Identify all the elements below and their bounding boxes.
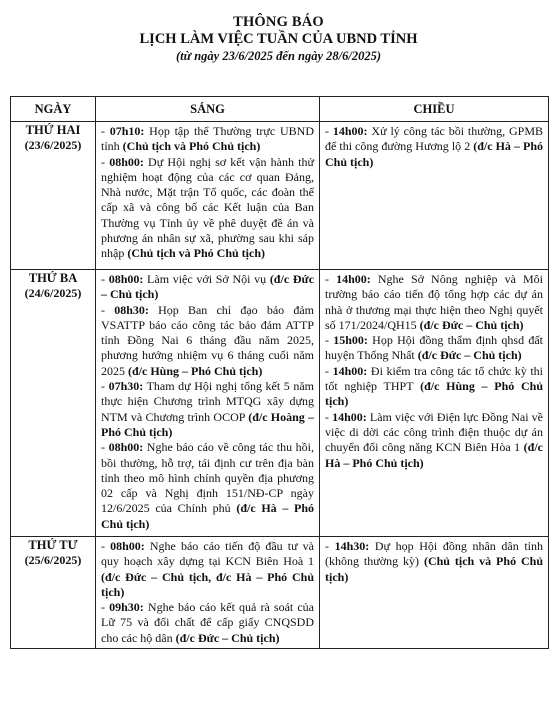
- item-time: 08h30:: [114, 302, 149, 317]
- item-attendee: (đ/c Đức – Chủ tịch, đ/c Hà – Phó Chủ tịch): [101, 569, 314, 599]
- bullet-dash: -: [101, 600, 110, 615]
- bullet-dash: -: [101, 272, 109, 286]
- item-text: Nghe báo cáo kết quả rà soát của Lữ 75 và đối chất để cấp giấy CNQSDD cho các hộ dân: [101, 600, 315, 645]
- item-attendee: (đ/c Hà – Phó Chủ tịch): [101, 501, 314, 531]
- morning-cell: [96, 537, 320, 649]
- column-header-morning: SÁNG: [96, 97, 320, 122]
- bullet-dash: -: [101, 302, 115, 317]
- item-attendee: (đ/c Đức – Chủ tịch): [417, 348, 522, 363]
- schedule-item: [325, 539, 543, 585]
- schedule-item: [101, 379, 314, 440]
- schedule-item: [101, 303, 314, 379]
- morning-cell: [96, 122, 320, 270]
- item-text: Họp Hội đồng thẩm định qhsd đất huyện Thống Nhất: [325, 333, 543, 363]
- bullet-dash: -: [325, 363, 333, 378]
- afternoon-cell: [320, 270, 549, 537]
- schedule-item: [101, 124, 314, 155]
- item-attendee: (đ/c Hoàng – Phó Chủ tịch): [101, 409, 315, 439]
- item-attendee: (đ/c Hùng – Phó Chủ tịch): [128, 363, 263, 378]
- day-cell: [11, 122, 96, 270]
- day-date: (23/6/2025): [24, 138, 82, 152]
- table-row: [11, 270, 549, 537]
- schedule-table: [10, 96, 549, 649]
- item-time: 14h30:: [334, 539, 370, 553]
- item-time: 09h30:: [109, 600, 144, 615]
- item-text: Dự họp Hội đồng nhân dân tỉnh (không thường kỳ): [325, 539, 544, 569]
- day-date: (24/6/2025): [24, 286, 82, 300]
- item-time: 08h00:: [108, 272, 144, 286]
- bullet-dash: -: [325, 124, 333, 138]
- item-text: Nghe Sở Nông nghiệp và Môi trường báo cáo tiến độ tổng hợp các dự án nhà ở thương mại thực hiện theo Nghị quyết số 171/2024/QH15: [325, 272, 543, 332]
- schedule-item: [101, 272, 314, 303]
- item-time: 07h10:: [109, 124, 145, 138]
- item-time: 08h00:: [110, 539, 145, 553]
- day-name: THỨ BA: [28, 271, 78, 285]
- bullet-dash: -: [325, 539, 335, 553]
- item-attendee: (đ/c Hà – Phó Chủ tịch): [325, 139, 543, 169]
- column-header-afternoon: CHIỀU: [320, 97, 549, 122]
- schedule-item: [325, 410, 543, 471]
- table-row: [11, 537, 549, 649]
- day-date: (25/6/2025): [24, 553, 82, 567]
- item-text: Đi kiểm tra công tác tổ chức kỳ thi tốt nghiệp THPT: [325, 363, 544, 394]
- item-time: 08h00:: [108, 440, 144, 455]
- schedule-subtitle: LỊCH LÀM VIỆC TUẦN CỦA UBND TỈNH: [139, 31, 418, 47]
- bullet-dash: -: [101, 154, 110, 169]
- item-time: 14h00:: [336, 272, 371, 286]
- bullet-dash: -: [325, 333, 334, 348]
- schedule-item: [325, 364, 543, 410]
- schedule-item: [101, 155, 314, 262]
- day-name: THỨ TƯ: [28, 538, 78, 552]
- item-attendee: (Chủ tịch và Phó Chủ tịch): [127, 246, 266, 261]
- schedule-item: [325, 333, 543, 364]
- item-attendee: (đ/c Đức – Chủ tịch): [175, 630, 280, 645]
- table-row: [11, 122, 549, 270]
- item-text: Tham dự Hội nghị tổng kết 5 năm thực hiện Chương trình MTQG xây dựng NTM và Chương trình OCOP: [101, 379, 315, 424]
- schedule-item: [101, 539, 314, 600]
- date-range: (từ ngày 23/6/2025 đến ngày 28/6/2025): [175, 49, 382, 63]
- table-header-row: [11, 97, 549, 122]
- item-attendee: (đ/c Hùng – Phó Chủ tịch): [325, 379, 544, 409]
- notice-title: THÔNG BÁO: [233, 14, 324, 30]
- item-attendee: (đ/c Hà – Phó Chủ tịch): [325, 440, 544, 470]
- document-header: [0, 0, 557, 64]
- schedule-item: [325, 124, 543, 170]
- bullet-dash: -: [325, 272, 337, 286]
- item-attendee: (đ/c Đức – Chủ tịch): [101, 272, 315, 302]
- item-time: 14h00:: [332, 409, 367, 424]
- bullet-dash: -: [101, 539, 111, 553]
- schedule-item: [101, 440, 314, 532]
- item-attendee: (Chủ tịch và Phó Chủ tịch): [325, 554, 543, 584]
- bullet-dash: -: [101, 379, 109, 394]
- afternoon-cell: [320, 537, 549, 649]
- bullet-dash: -: [101, 124, 110, 138]
- afternoon-cell: [320, 122, 549, 270]
- day-cell: [11, 537, 96, 649]
- item-text: Dự Hội nghị sơ kết vận hành thử nghiệm hoạt động của các cơ quan Đảng, Nhà nước, Mặt trận Tổ quốc, các đoàn thể cấp xã và công bố các Kết luận của Ban Thường vụ Tỉnh ủy về phê duyệt đề án và phương án nhân sự xã, phường sau khi sáp nhập: [101, 154, 315, 261]
- morning-cell: [96, 270, 320, 537]
- schedule-item: [101, 600, 314, 646]
- bullet-dash: -: [101, 440, 109, 455]
- item-text: Làm việc với Điện lực Đồng Nai về việc di dời các công trình điện thuộc dự án chuyển đổi công năng KCN Biên Hòa 1: [325, 409, 544, 455]
- day-name: THỨ HAI: [25, 123, 81, 137]
- column-header-day: NGÀY: [11, 97, 96, 122]
- item-text: Họp tập thể Thường trực UBND tỉnh: [101, 124, 314, 154]
- item-text: Họp Ban chỉ đạo bảo đảm VSATTP báo cáo công tác bảo đảm ATTP tỉnh Đồng Nai 6 tháng đầu năm 2025, phương hướng nhiệm vụ 6 tháng cuối năm 2025: [101, 302, 315, 378]
- item-time: 15h00:: [333, 333, 368, 348]
- item-text: Xử lý công tác bồi thường, GPMB để thi công đường Hương lộ 2: [325, 124, 543, 154]
- item-time: 14h00:: [332, 124, 368, 138]
- item-text: Nghe báo cáo về công tác thu hồi, bồi thường, hỗ trợ, tái định cư trên địa bàn tỉnh theo mô hình chính quyền địa phương 02 cấp và Nghị định 151/NĐ-CP ngày 12/6/2025 của Chính phủ: [101, 440, 314, 516]
- item-attendee: (Chủ tịch và Phó Chủ tịch): [122, 139, 261, 154]
- item-attendee: (đ/c Đức – Chủ tịch): [419, 317, 524, 332]
- schedule-item: [325, 272, 543, 333]
- item-time: 14h00:: [332, 363, 368, 378]
- item-time: 07h30:: [108, 379, 144, 394]
- item-text: Làm việc với Sở Nội vụ: [147, 272, 267, 286]
- item-text: Nghe báo cáo tiến độ đầu tư và quy hoạch xây dựng tại KCN Biên Hoà 1: [101, 539, 314, 569]
- day-cell: [11, 270, 96, 537]
- item-time: 08h00:: [109, 154, 144, 169]
- bullet-dash: -: [325, 409, 333, 424]
